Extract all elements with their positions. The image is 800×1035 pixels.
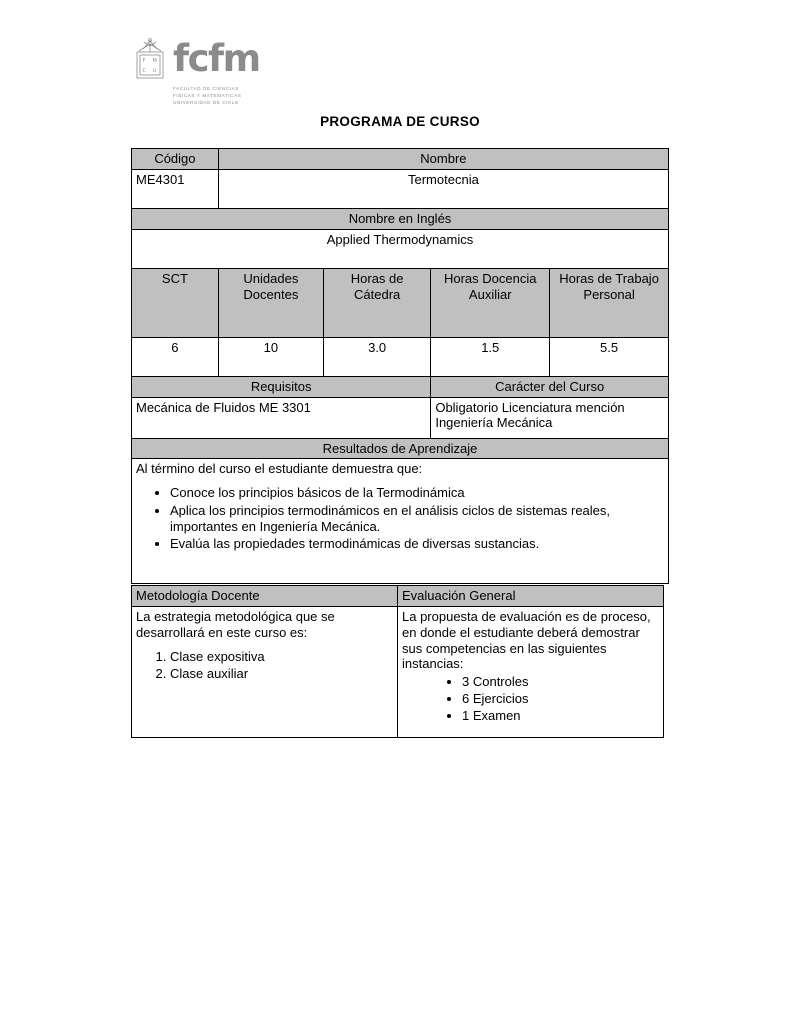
table-row-header-requisitos-caracter bbox=[132, 376, 669, 397]
table-row-bottom-content bbox=[132, 606, 664, 737]
page-title: PROGRAMA DE CURSO bbox=[320, 114, 480, 129]
metodologia-intro: La estrategia metodológica que se desarrollará en este curso es: bbox=[136, 608, 335, 640]
cell-header-caracter: Carácter del Curso bbox=[431, 376, 669, 397]
cell-header-horas-docencia-auxiliar: Horas Docencia Auxiliar bbox=[431, 268, 550, 337]
faculty-logo bbox=[131, 38, 261, 116]
cell-header-unidades-docentes: Unidades Docentes bbox=[218, 268, 323, 337]
cell-evaluacion bbox=[398, 606, 664, 737]
cell-header-metodologia: Metodología Docente bbox=[132, 586, 398, 607]
table-row-header-codigo-nombre bbox=[132, 149, 669, 170]
cell-header-codigo: Código bbox=[132, 149, 219, 170]
svg-text:U: U bbox=[152, 68, 157, 74]
table-row-nombre-ingles bbox=[132, 229, 669, 268]
cell-header-nombre-ingles: Nombre en Inglés bbox=[132, 208, 669, 229]
table-row-resultados bbox=[132, 459, 669, 584]
list-item: • 1 Examen bbox=[462, 708, 659, 725]
list-item: • 6 Ejercicios bbox=[462, 691, 659, 708]
cell-header-requisitos: Requisitos bbox=[132, 376, 431, 397]
svg-text:F: F bbox=[142, 58, 146, 64]
resultados-intro: Al término del curso el estudiante demuestra que: bbox=[136, 461, 423, 477]
cell-header-evaluacion: Evaluación General bbox=[398, 586, 664, 607]
table-row-header-resultados bbox=[132, 438, 669, 459]
cell-header-sct: SCT bbox=[132, 268, 219, 337]
cell-header-horas-catedra: Horas de Cátedra bbox=[323, 268, 430, 337]
table-row-metrics-values bbox=[132, 337, 669, 376]
metodologia-list bbox=[136, 649, 393, 683]
table-row-metrics-headers bbox=[132, 268, 669, 337]
table-row-bottom-headers bbox=[132, 586, 664, 607]
cell-value-sct: 6 bbox=[132, 337, 219, 376]
logo-wordmark: fcfm bbox=[173, 37, 260, 80]
svg-text:C: C bbox=[142, 68, 146, 74]
cell-value-horas-docencia-auxiliar: 1.5 bbox=[431, 337, 550, 376]
list-item: 2. Clase auxiliar bbox=[170, 666, 393, 682]
cell-header-resultados: Resultados de Aprendizaje bbox=[132, 438, 669, 459]
university-crest-icon bbox=[131, 38, 171, 80]
resultados-list bbox=[136, 485, 664, 552]
cell-metodologia bbox=[132, 606, 398, 737]
cell-nombre-ingles: Applied Thermodynamics bbox=[132, 229, 669, 268]
svg-text:M: M bbox=[152, 58, 157, 64]
table-row-codigo-nombre bbox=[132, 169, 669, 208]
evaluacion-intro: La propuesta de evaluación es de proceso, en donde el estudiante deberá demostrar sus competencias en las siguientes instancias: bbox=[402, 608, 651, 672]
evaluacion-list bbox=[402, 674, 659, 725]
table-row-header-nombre-ingles bbox=[132, 208, 669, 229]
cell-value-horas-catedra: 3.0 bbox=[323, 337, 430, 376]
cell-nombre: Termotecnia bbox=[218, 169, 668, 208]
list-item: • 3 Controles bbox=[462, 674, 659, 691]
cell-header-nombre: Nombre bbox=[218, 149, 668, 170]
list-item: • Conoce los principios básicos de la Termodinámica bbox=[170, 485, 664, 501]
logo-subtext: FACULTAD DE CIENCIAS FISICAS Y MATEMATICAS UNIVERSIDAD DE CHILE bbox=[173, 86, 242, 105]
table-row-requisitos-caracter bbox=[132, 397, 669, 438]
cell-resultados bbox=[132, 459, 669, 584]
cell-value-horas-trabajo-personal: 5.5 bbox=[550, 337, 669, 376]
course-info-table bbox=[131, 148, 669, 584]
cell-caracter: Obligatorio Licenciatura mención Ingeniería Mecánica bbox=[431, 397, 669, 438]
cell-requisitos: Mecánica de Fluidos ME 3301 bbox=[132, 397, 431, 438]
methodology-evaluation-table bbox=[131, 585, 664, 738]
list-item: • Evalúa las propiedades termodinámicas de diversas sustancias. bbox=[170, 536, 664, 552]
cell-codigo: ME4301 bbox=[132, 169, 219, 208]
list-item: 1. Clase expositiva bbox=[170, 649, 393, 665]
cell-header-horas-trabajo-personal: Horas de Trabajo Personal bbox=[550, 268, 669, 337]
list-item: • Aplica los principios termodinámicos en el análisis ciclos de sistemas reales, importantes en Ingeniería Mecánica. bbox=[170, 503, 664, 536]
cell-value-unidades-docentes: 10 bbox=[218, 337, 323, 376]
